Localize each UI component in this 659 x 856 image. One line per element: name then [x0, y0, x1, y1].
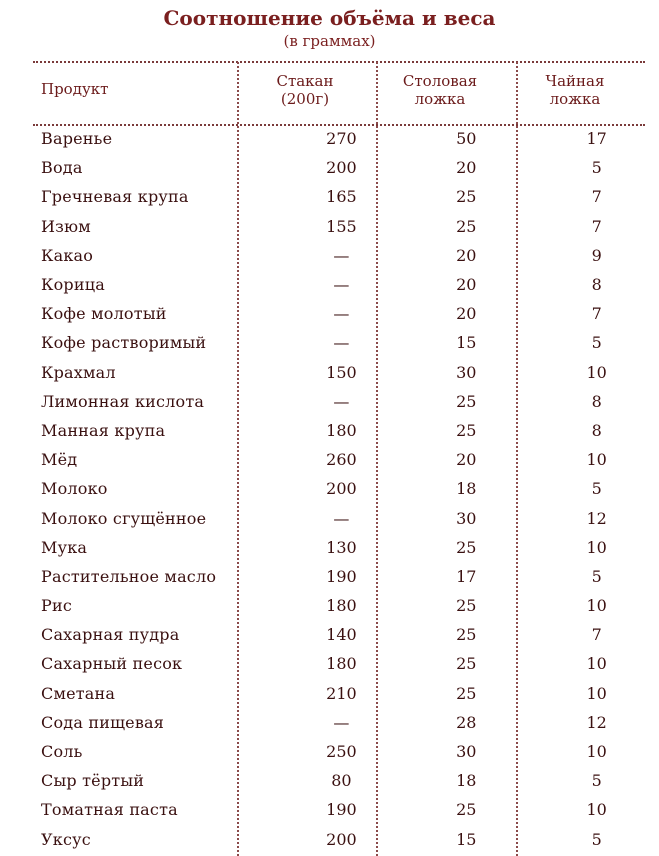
product-cell: Томатная паста — [41, 800, 178, 820]
teaspoon-value: 5 — [591, 829, 602, 849]
tablespoon-value: 18 — [456, 771, 477, 791]
tablespoon-value: 20 — [456, 245, 477, 265]
table-row — [0, 825, 659, 854]
table-row — [0, 737, 659, 766]
teaspoon-value: 7 — [591, 187, 602, 207]
tablespoon-value: 30 — [456, 508, 477, 528]
product-cell: Крахмал — [41, 362, 116, 382]
table-row — [0, 212, 659, 241]
product-cell: Гречневая крупа — [41, 187, 189, 207]
teaspoon-value: 12 — [586, 508, 607, 528]
table-row — [0, 474, 659, 503]
table-row — [0, 620, 659, 649]
tablespoon-value: 50 — [456, 129, 477, 149]
teaspoon-value: 8 — [591, 275, 602, 295]
tablespoon-value: 20 — [456, 450, 477, 470]
product-cell: Рис — [41, 596, 72, 616]
tablespoon-value: 30 — [456, 362, 477, 382]
product-cell: Сода пищевая — [41, 712, 165, 732]
product-cell: Корица — [41, 275, 105, 295]
table-row — [0, 416, 659, 445]
table-row — [0, 241, 659, 270]
tablespoon-value: 20 — [456, 304, 477, 324]
table-row — [0, 445, 659, 474]
product-cell: Молоко сгущённое — [41, 508, 207, 528]
tablespoon-value: 25 — [456, 420, 477, 440]
teaspoon-value: 9 — [591, 245, 602, 265]
glass-value: 200 — [326, 479, 357, 499]
teaspoon-value: 7 — [591, 304, 602, 324]
product-cell: Мука — [41, 537, 88, 557]
header-top-divider — [33, 61, 645, 63]
product-cell: Молоко — [41, 479, 108, 499]
teaspoon-value: 10 — [586, 450, 607, 470]
glass-value: 270 — [326, 129, 357, 149]
teaspoon-value: 8 — [591, 391, 602, 411]
table-row — [0, 591, 659, 620]
glass-value: — — [333, 391, 350, 411]
table-row — [0, 153, 659, 182]
product-cell: Уксус — [41, 829, 91, 849]
product-cell: Сыр тёртый — [41, 771, 145, 791]
teaspoon-value: 5 — [591, 333, 602, 353]
glass-value: — — [333, 508, 350, 528]
teaspoon-value: 5 — [591, 158, 602, 178]
tablespoon-value: 25 — [456, 216, 477, 236]
teaspoon-value: 8 — [591, 420, 602, 440]
table-row — [0, 649, 659, 678]
product-cell: Растительное масло — [41, 566, 217, 586]
product-cell: Какао — [41, 245, 94, 265]
teaspoon-value: 5 — [591, 771, 602, 791]
product-cell: Кофе молотый — [41, 304, 167, 324]
tablespoon-value: 20 — [456, 158, 477, 178]
teaspoon-value: 10 — [586, 800, 607, 820]
conversion-table — [0, 124, 659, 854]
glass-value: 180 — [326, 596, 357, 616]
table-row — [0, 708, 659, 737]
tablespoon-value: 15 — [456, 333, 477, 353]
glass-value: 250 — [326, 742, 357, 762]
tablespoon-value: 25 — [456, 537, 477, 557]
glass-value: 155 — [326, 216, 357, 236]
teaspoon-value: 7 — [591, 216, 602, 236]
table-row — [0, 358, 659, 387]
tablespoon-value: 17 — [456, 566, 477, 586]
table-row — [0, 503, 659, 532]
teaspoon-value: 5 — [591, 566, 602, 586]
teaspoon-value: 5 — [591, 479, 602, 499]
tablespoon-value: 28 — [456, 712, 477, 732]
table-row — [0, 270, 659, 299]
tablespoon-value: 18 — [456, 479, 477, 499]
table-row — [0, 124, 659, 153]
product-cell: Изюм — [41, 216, 91, 236]
glass-value: 165 — [326, 187, 357, 207]
glass-value: 150 — [326, 362, 357, 382]
tablespoon-value: 15 — [456, 829, 477, 849]
product-cell: Сахарная пудра — [41, 625, 180, 645]
tablespoon-value: 25 — [456, 187, 477, 207]
glass-value: 200 — [326, 158, 357, 178]
teaspoon-value: 10 — [586, 683, 607, 703]
header-glass: Стакан (200г) — [276, 72, 334, 108]
product-cell: Мёд — [41, 450, 78, 470]
tablespoon-value: 25 — [456, 596, 477, 616]
tablespoon-value: 20 — [456, 275, 477, 295]
glass-value: — — [333, 304, 350, 324]
teaspoon-value: 10 — [586, 654, 607, 674]
table-row — [0, 299, 659, 328]
header-product: Продукт — [41, 80, 109, 98]
page-title: Соотношение объёма и веса — [163, 6, 496, 30]
header-tablespoon: Столовая ложка — [402, 72, 478, 108]
glass-value: 210 — [326, 683, 357, 703]
glass-value: 260 — [326, 450, 357, 470]
table-row — [0, 562, 659, 591]
glass-value: 180 — [326, 420, 357, 440]
teaspoon-value: 10 — [586, 596, 607, 616]
product-cell: Лимонная кислота — [41, 391, 205, 411]
glass-value: 140 — [326, 625, 357, 645]
glass-value: — — [333, 333, 350, 353]
table-row — [0, 182, 659, 211]
product-cell: Сахарный песок — [41, 654, 183, 674]
teaspoon-value: 10 — [586, 537, 607, 557]
table-row — [0, 766, 659, 795]
table-row — [0, 387, 659, 416]
tablespoon-value: 25 — [456, 683, 477, 703]
tablespoon-value: 30 — [456, 742, 477, 762]
tablespoon-value: 25 — [456, 800, 477, 820]
tablespoon-value: 25 — [456, 625, 477, 645]
glass-value: — — [333, 245, 350, 265]
table-row — [0, 328, 659, 357]
product-cell: Вода — [41, 158, 83, 178]
product-cell: Кофе растворимый — [41, 333, 207, 353]
table-row — [0, 679, 659, 708]
product-cell: Варенье — [41, 129, 113, 149]
product-cell: Соль — [41, 742, 83, 762]
table-row — [0, 533, 659, 562]
glass-value: 80 — [331, 771, 352, 791]
teaspoon-value: 17 — [586, 129, 607, 149]
glass-value: 190 — [326, 800, 357, 820]
glass-value: — — [333, 712, 350, 732]
tablespoon-value: 25 — [456, 654, 477, 674]
teaspoon-value: 7 — [591, 625, 602, 645]
teaspoon-value: 10 — [586, 362, 607, 382]
glass-value: 180 — [326, 654, 357, 674]
table-row — [0, 795, 659, 824]
teaspoon-value: 12 — [586, 712, 607, 732]
glass-value: — — [333, 275, 350, 295]
header-teaspoon: Чайная ложка — [545, 72, 605, 108]
teaspoon-value: 10 — [586, 742, 607, 762]
glass-value: 190 — [326, 566, 357, 586]
tablespoon-value: 25 — [456, 391, 477, 411]
glass-value: 130 — [326, 537, 357, 557]
product-cell: Манная крупа — [41, 420, 166, 440]
glass-value: 200 — [326, 829, 357, 849]
product-cell: Сметана — [41, 683, 116, 703]
page-subtitle: (в граммах) — [283, 32, 376, 50]
